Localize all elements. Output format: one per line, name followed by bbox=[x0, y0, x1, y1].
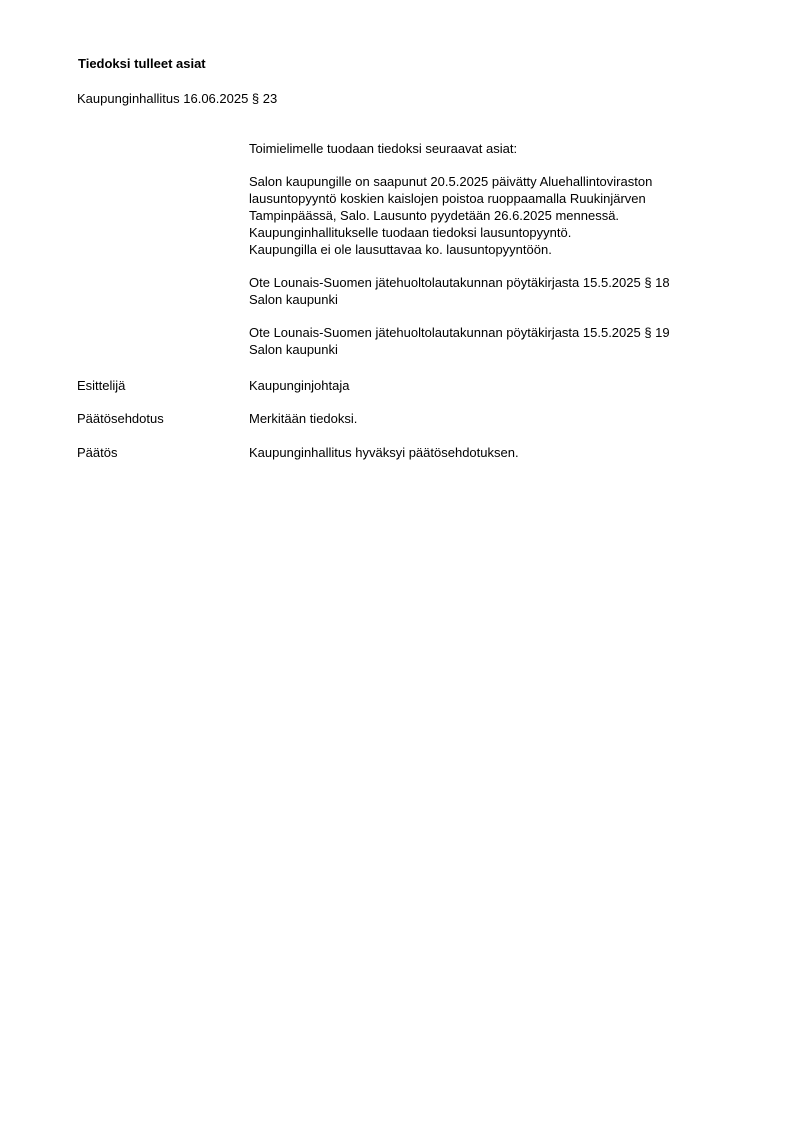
item1-line: Kaupungilla ei ole lausuttavaa ko. lausuntopyyntöön. bbox=[249, 242, 552, 257]
decision-label: Päätös bbox=[77, 445, 118, 460]
intro-paragraph bbox=[249, 140, 727, 157]
document-title: Tiedoksi tulleet asiat bbox=[78, 56, 206, 71]
item2-line: Ote Lounais-Suomen jätehuoltolautakunnan pöytäkirjasta 15.5.2025 § 18 bbox=[249, 275, 670, 290]
item3-line: Ote Lounais-Suomen jätehuoltolautakunnan pöytäkirjasta 15.5.2025 § 19 bbox=[249, 325, 670, 340]
proposal-label: Päätösehdotus bbox=[77, 411, 164, 426]
meeting-reference: Kaupunginhallitus 16.06.2025 § 23 bbox=[77, 91, 278, 106]
item1-line: Salon kaupungille on saapunut 20.5.2025 päivätty Aluehallintoviraston bbox=[249, 174, 653, 189]
item1-line: lausuntopyyntö koskien kaislojen poistoa ruoppaamalla Ruukinjärven bbox=[249, 191, 646, 206]
intro-text: Toimielimelle tuodaan tiedoksi seuraavat asiat: bbox=[249, 141, 518, 156]
presenter-label: Esittelijä bbox=[77, 378, 126, 393]
item-paragraph-3 bbox=[249, 324, 727, 358]
item-paragraph-2 bbox=[249, 274, 727, 308]
document-body bbox=[249, 140, 727, 374]
decision-value: Kaupunginhallitus hyväksyi päätösehdotuksen. bbox=[249, 445, 519, 460]
proposal-value: Merkitään tiedoksi. bbox=[249, 411, 358, 426]
item2-line: Salon kaupunki bbox=[249, 292, 338, 307]
item3-line: Salon kaupunki bbox=[249, 342, 338, 357]
presenter-value: Kaupunginjohtaja bbox=[249, 378, 350, 393]
item1-line: Tampinpäässä, Salo. Lausunto pyydetään 26.6.2025 mennessä. bbox=[249, 208, 620, 223]
item-paragraph-1 bbox=[249, 173, 727, 258]
item1-line: Kaupunginhallitukselle tuodaan tiedoksi lausuntopyyntö. bbox=[249, 225, 572, 240]
